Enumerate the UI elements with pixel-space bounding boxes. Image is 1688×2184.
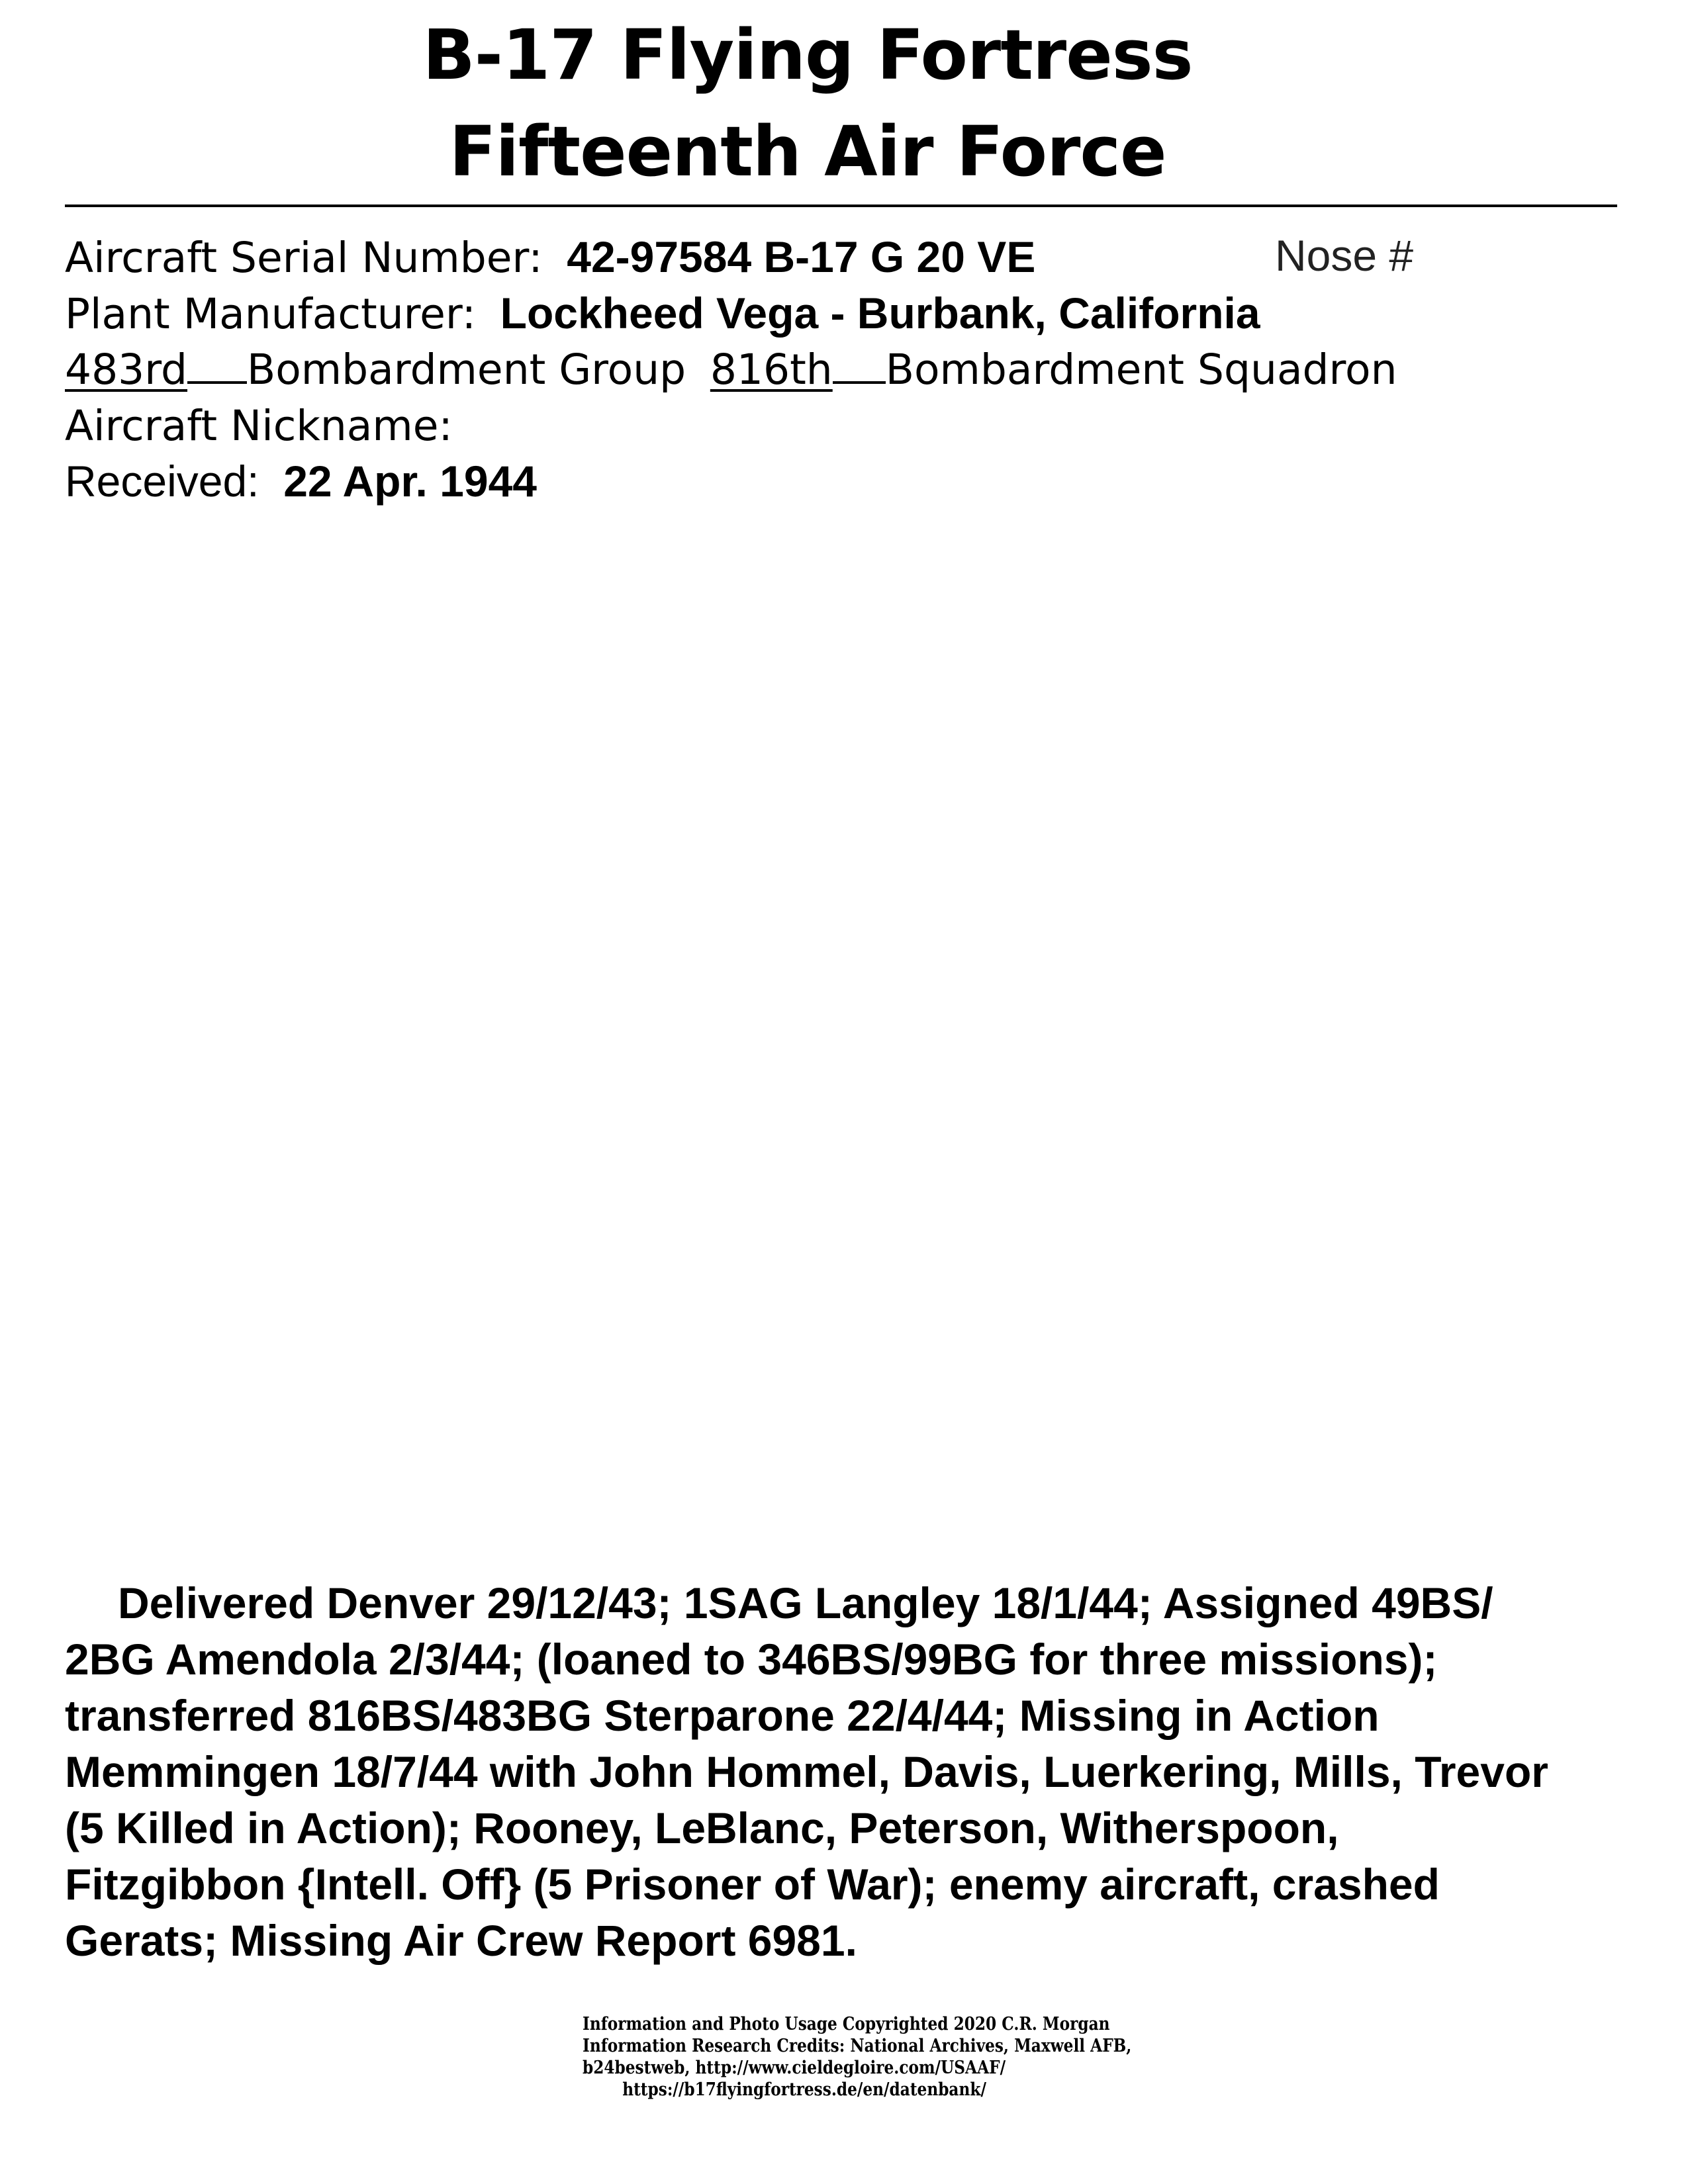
group-blank	[187, 344, 247, 384]
received-label: Received:	[65, 457, 259, 506]
group-number: 483rd	[65, 345, 188, 394]
credits-line: Information Research Credits: National Archives, Maxwell AFB,	[583, 2036, 1132, 2056]
credits-line: Information and Photo Usage Copyrighted 2020 C.R. Morgan	[583, 2014, 1110, 2034]
group-label: Bombardment Group	[247, 345, 686, 394]
nickname-label: Aircraft Nickname:	[65, 402, 453, 450]
manufacturer-label: Plant Manufacturer:	[65, 290, 476, 338]
service-history	[65, 1575, 1667, 1969]
history-line: Memmingen 18/7/44 with John Hommel, Davis, Luerkering, Mills, Trevor	[65, 1747, 1548, 1796]
unit-row	[65, 342, 1397, 396]
received-value: 22 Apr. 1944	[283, 457, 538, 506]
history-line: Delivered Denver 29/12/43; 1SAG Langley 18/1/44; Assigned 49BS/	[118, 1578, 1493, 1627]
page-subtitle: Fifteenth Air Force	[449, 111, 1166, 192]
manufacturer-value: Lockheed Vega - Burbank, California	[500, 289, 1260, 338]
credits-line: b24bestweb, http://www.cieldegloire.com/USAAF/	[583, 2058, 1006, 2078]
page-title: B-17 Flying Fortress	[422, 15, 1193, 95]
serial-number-label: Aircraft Serial Number:	[65, 234, 543, 282]
nose-number-label: Nose #	[1275, 231, 1414, 280]
serial-number-value: 42-97584 B-17 G 20 VE	[567, 232, 1036, 281]
serial-number-row	[65, 230, 1035, 285]
squadron-blank	[833, 344, 886, 384]
copyright-credits	[583, 2013, 1131, 2101]
history-line: 2BG Amendola 2/3/44; (loaned to 346BS/99BG for three missions);	[65, 1635, 1438, 1684]
history-line: (5 Killed in Action); Rooney, LeBlanc, Peterson, Witherspoon,	[65, 1803, 1339, 1852]
credits-line: https://b17flyingfortress.de/en/datenbank/	[622, 2079, 986, 2100]
received-row	[65, 455, 537, 508]
manufacturer-row	[65, 287, 1260, 341]
history-line: Fitzgibbon {Intell. Off} (5 Prisoner of War); enemy aircraft, crashed	[65, 1860, 1440, 1909]
history-line: transferred 816BS/483BG Sterparone 22/4/44; Missing in Action	[65, 1691, 1380, 1740]
title-divider	[65, 205, 1617, 207]
squadron-number: 816th	[710, 345, 833, 394]
squadron-label: Bombardment Squadron	[885, 345, 1397, 394]
history-line: Gerats; Missing Air Crew Report 6981.	[65, 1916, 857, 1965]
nickname-row	[65, 398, 453, 453]
